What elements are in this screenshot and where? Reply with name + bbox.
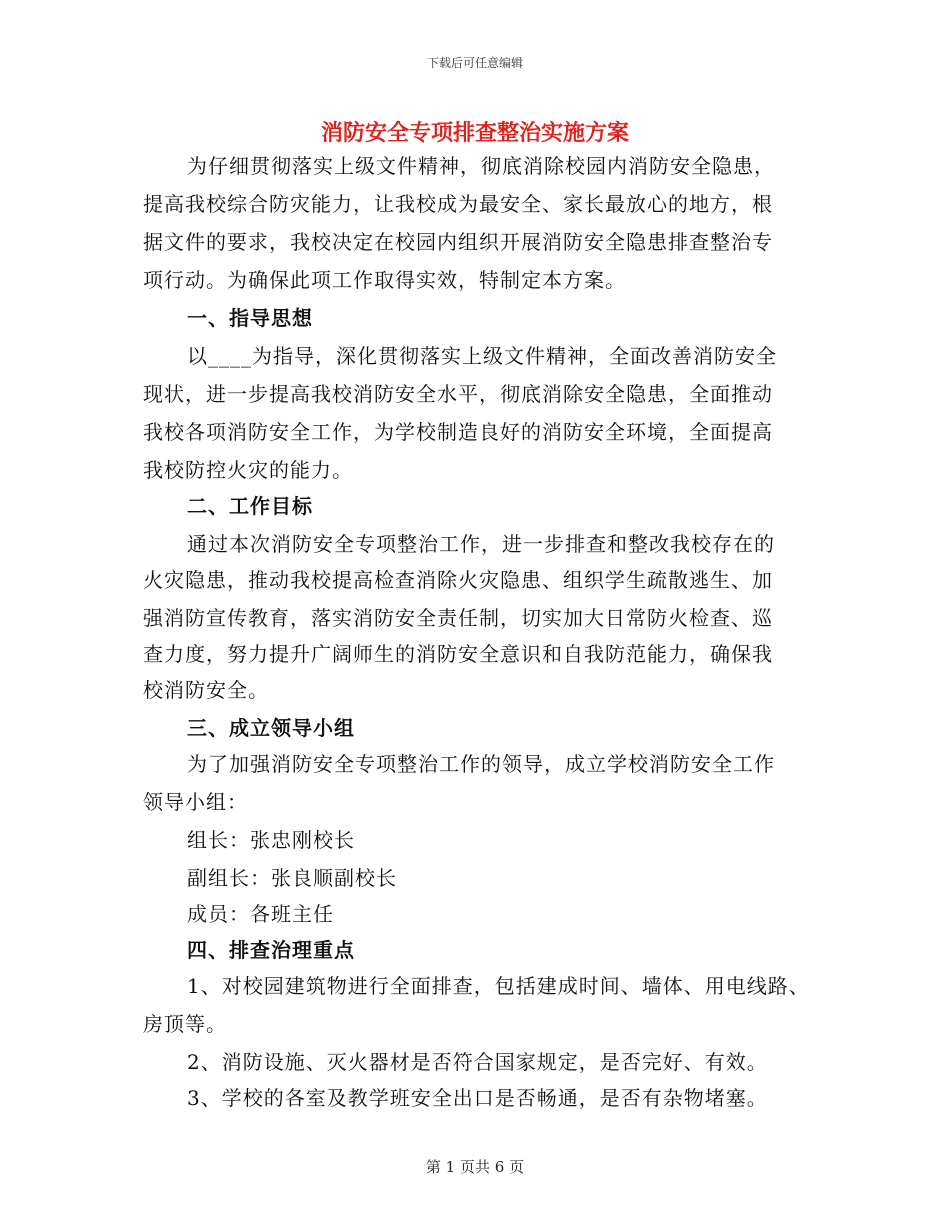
list-item: 3、学校的各室及教学班安全出口是否畅通，是否有杂物堵塞。 [187,1086,768,1110]
section-heading: 一、指导思想 [187,306,313,330]
paragraph-line: 以____为指导，深化贯彻落实上级文件精神，全面改善消防安全 [187,344,777,368]
deputy-leader-line: 副组长：张良顺副校长 [187,866,397,890]
paragraph-line: 火灾隐患，推动我校提高检查消除火灾隐患、组织学生疏散逃生、加 [143,568,773,592]
section-heading: 四、排查治理重点 [187,938,355,962]
paragraph-line: 我校防控火灾的能力。 [143,458,353,482]
header-note: 下载后可任意编辑 [426,56,523,70]
paragraph-line: 为仔细贯彻落实上级文件精神，彻底消除校园内消防安全隐患， [187,154,775,178]
paragraph-line: 查力度，努力提升广阔师生的消防安全意识和自我防范能力，确保我 [143,642,773,666]
document-title: 消防安全专项排查整治实施方案 [320,120,629,146]
section-heading: 三、成立领导小组 [187,716,355,740]
paragraph-line: 现状，进一步提高我校消防安全水平，彻底消除安全隐患，全面推动 [143,382,773,406]
members-line: 成员：各班主任 [187,902,334,926]
paragraph-line: 校消防安全。 [143,678,269,702]
list-item: 1、对校园建筑物进行全面排查，包括建成时间、墙体、用电线路、 [187,974,810,998]
section-heading: 二、工作目标 [187,494,313,518]
paragraph-line: 据文件的要求，我校决定在校园内组织开展消防安全隐患排查整治专 [143,230,773,254]
list-item: 2、消防设施、灭火器材是否符合国家规定，是否完好、有效。 [187,1050,768,1074]
paragraph-line: 为了加强消防安全专项整治工作的领导，成立学校消防安全工作 [187,752,775,776]
paragraph-line: 通过本次消防安全专项整治工作，进一步排查和整改我校存在的 [187,532,775,556]
paragraph-line: 领导小组： [143,790,248,814]
paragraph-line: 强消防宣传教育，落实消防安全责任制，切实加大日常防火检查、巡 [143,606,773,630]
list-item-continuation: 房顶等。 [143,1012,227,1036]
paragraph-line: 我校各项消防安全工作，为学校制造良好的消防安全环境，全面提高 [143,420,773,444]
page-number: 第 1 页共 6 页 [425,1158,525,1176]
paragraph-line: 提高我校综合防灾能力，让我校成为最安全、家长最放心的地方，根 [143,192,773,216]
paragraph-line: 项行动。为确保此项工作取得实效，特制定本方案。 [143,268,626,292]
group-leader-line: 组长：张忠刚校长 [187,828,355,852]
